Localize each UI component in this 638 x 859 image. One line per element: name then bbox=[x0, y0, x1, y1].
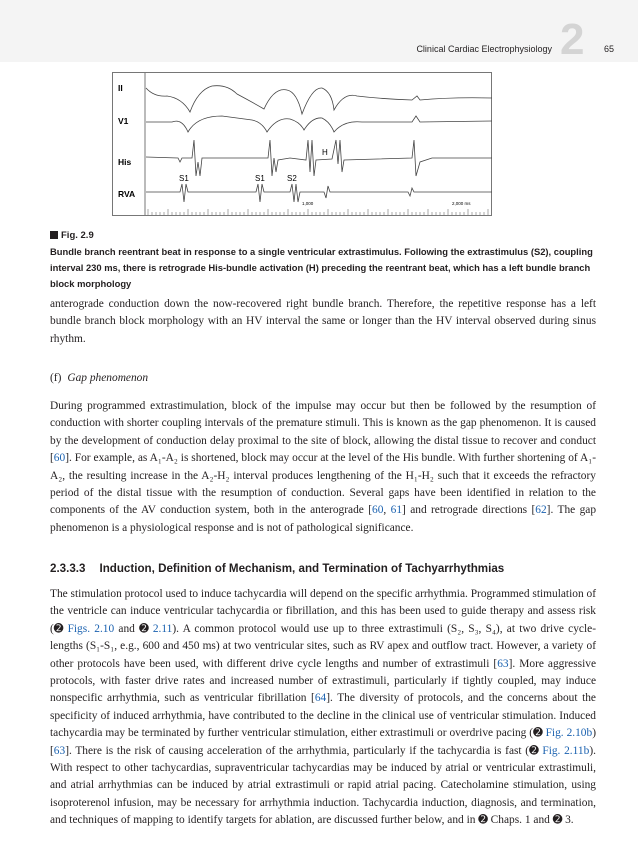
lead-label-rva: RVA bbox=[118, 189, 136, 199]
reference-link[interactable]: 2.11 bbox=[152, 622, 173, 635]
lead-label-his: His bbox=[118, 157, 132, 167]
paragraph-3 bbox=[50, 586, 596, 830]
scale-2000: 2,000 ms bbox=[452, 201, 471, 206]
subsection-marker: (f) bbox=[50, 372, 62, 384]
annotation-s2: S2 bbox=[287, 174, 297, 183]
ecg-figure bbox=[112, 72, 492, 217]
reference-link[interactable]: Fig. 2.10b bbox=[545, 727, 593, 740]
time-axis-ticks bbox=[148, 209, 488, 215]
running-title: Clinical Cardiac Electrophysiology bbox=[416, 44, 552, 54]
reference-link[interactable]: 64 bbox=[314, 692, 327, 705]
figure-label bbox=[50, 230, 94, 241]
paragraph-text: The stimulation protocol used to induce tachycardia will depend on the specific arrhythmia. Programmed stimulation of the ventricle can induce ventricular tachycardia or fibrillation, and this has been used to guide therapy and assess risk (➋ bbox=[50, 588, 596, 635]
paragraph-1 bbox=[50, 296, 596, 348]
reference-link[interactable]: 62 bbox=[535, 504, 547, 517]
paragraph-2 bbox=[50, 398, 596, 537]
lead-label-v1: V1 bbox=[118, 116, 129, 126]
section-title: Induction, Definition of Mechanism, and Termination of Tachyarrhythmias bbox=[99, 562, 505, 575]
annotation-s1-second: S1 bbox=[255, 174, 265, 183]
reference-link[interactable]: Fig. 2.11b bbox=[542, 744, 590, 757]
paragraph-text: ) [ bbox=[50, 727, 596, 757]
scale-1000: 1,000 bbox=[302, 201, 314, 206]
paragraph-text: ]. For example, as A₁-A₂ is shortened, block may occur at the level of the His bundle. With further shortening of A₁-A₂, the resulting increase in the A₂-H₂ interval produces lengthening of the H₁-H₂ such that it exceeds the refractory period of the distal tissue with the resumption of conduction. Several gaps have been identified in relation to the components of the AV conduction system, both in the anterograde [ bbox=[50, 452, 596, 517]
trace-rva bbox=[146, 184, 492, 202]
reference-link[interactable]: Figs. 2.10 bbox=[67, 622, 115, 635]
reference-link[interactable]: 60 bbox=[372, 504, 384, 517]
section-number: 2.3.3.3 bbox=[50, 562, 86, 575]
reference-link[interactable]: 60 bbox=[53, 452, 66, 465]
paragraph-text: and ➋ bbox=[114, 622, 153, 635]
paragraph-text: ]. More aggressive protocols, with faster drive rates and increased number of extrastimuli, particularly if tightly coupled, may induce nonspecific arrhythmia, such as ventricular fibrillation [ bbox=[50, 657, 597, 705]
trace-his bbox=[146, 140, 492, 176]
paragraph-text: ] and retrograde directions [ bbox=[402, 504, 536, 517]
annotation-h: H bbox=[322, 148, 328, 157]
section-heading bbox=[50, 562, 504, 575]
annotation-s1-first: S1 bbox=[179, 174, 189, 183]
trace-ii bbox=[146, 86, 492, 114]
trace-v1 bbox=[146, 116, 492, 132]
reference-link[interactable]: 63 bbox=[53, 744, 66, 757]
paragraph-text: , bbox=[383, 504, 391, 517]
reference-link[interactable]: 61 bbox=[390, 504, 403, 517]
page-number: 65 bbox=[604, 44, 615, 54]
subsection-title: Gap phenomenon bbox=[67, 372, 149, 384]
figure-marker-icon bbox=[50, 231, 58, 239]
paragraph-text: ]. There is the risk of causing acceleration of the arrhythmia, particularly if the tachycardia is fast (➋ bbox=[65, 744, 543, 757]
paragraph-text: During programmed extrastimulation, block of the impulse may occur but then be followed by the resumption of conduction with shorter coupling intervals of the premature stimuli. This is known as the gap phenomenon. It is caused by the development of conduction delay proximal to the site of block, allowing the distal tissue to recover and conduct [ bbox=[50, 400, 596, 465]
paragraph-text: anterograde conduction down the now-recovered right bundle branch. Therefore, the repetitive response has a left bundle branch block morphology with an HV interval the same or longer than the HV interval observed during sinus rhythm. bbox=[50, 298, 596, 345]
paragraph-text: ). With respect to other tachycardias, supraventricular tachycardias may be induced by atrial or ventricular extrastimuli, and atrial arrhythmias can be induced by atrial extrastimuli or rapid atrial pacing. Catecholamine stimulation, using isoproterenol infusion, may be necessary for arrhythmia induction. Tachycardia induction, diagnosis, and termination, and techniques of mapping to identify targets for ablation, are discussed further below, and in ➋ Chaps. 1 and ➋ 3. bbox=[50, 744, 596, 827]
chapter-number: 2 bbox=[560, 15, 585, 64]
paragraph-text: ]. The diversity of protocols, and the concerns about the specificity of induced arrhythmia, have contributed to the decline in the clinical use of ventricular stimulation. Induced tachycardia may be terminated by further ventricular stimulation, either extrastimuli or overdrive pacing (➋ bbox=[50, 692, 596, 740]
figure-label-text: Fig. 2.9 bbox=[61, 230, 94, 241]
paragraph-text: ). A common protocol would use up to three extrastimuli (S₂, S₃, S₄), at two drive cycle-lengths (S₁-S₁, e.g., 600 and 450 ms) at two ventricular sites, such as RV apex and outflow tract. However, a variety of other protocols have been used, with different drive cycle lengths and number of extrastimuli [ bbox=[50, 622, 596, 670]
lead-label-ii: II bbox=[118, 83, 123, 93]
figure-caption: Bundle branch reentrant beat in response to a single ventricular extrastimulus. Following the extrastimulus (S2), coupling interval 230 ms, there is retrograde His-bundle activation (H) preceding the reentrant beat, which has a left bundle branch block morphology bbox=[50, 246, 593, 289]
subsection-heading bbox=[50, 372, 148, 384]
reference-link[interactable]: 63 bbox=[497, 657, 509, 670]
paragraph-text: ]. The gap phenomenon is a physiological response and is not of pathological significance. bbox=[50, 504, 597, 534]
